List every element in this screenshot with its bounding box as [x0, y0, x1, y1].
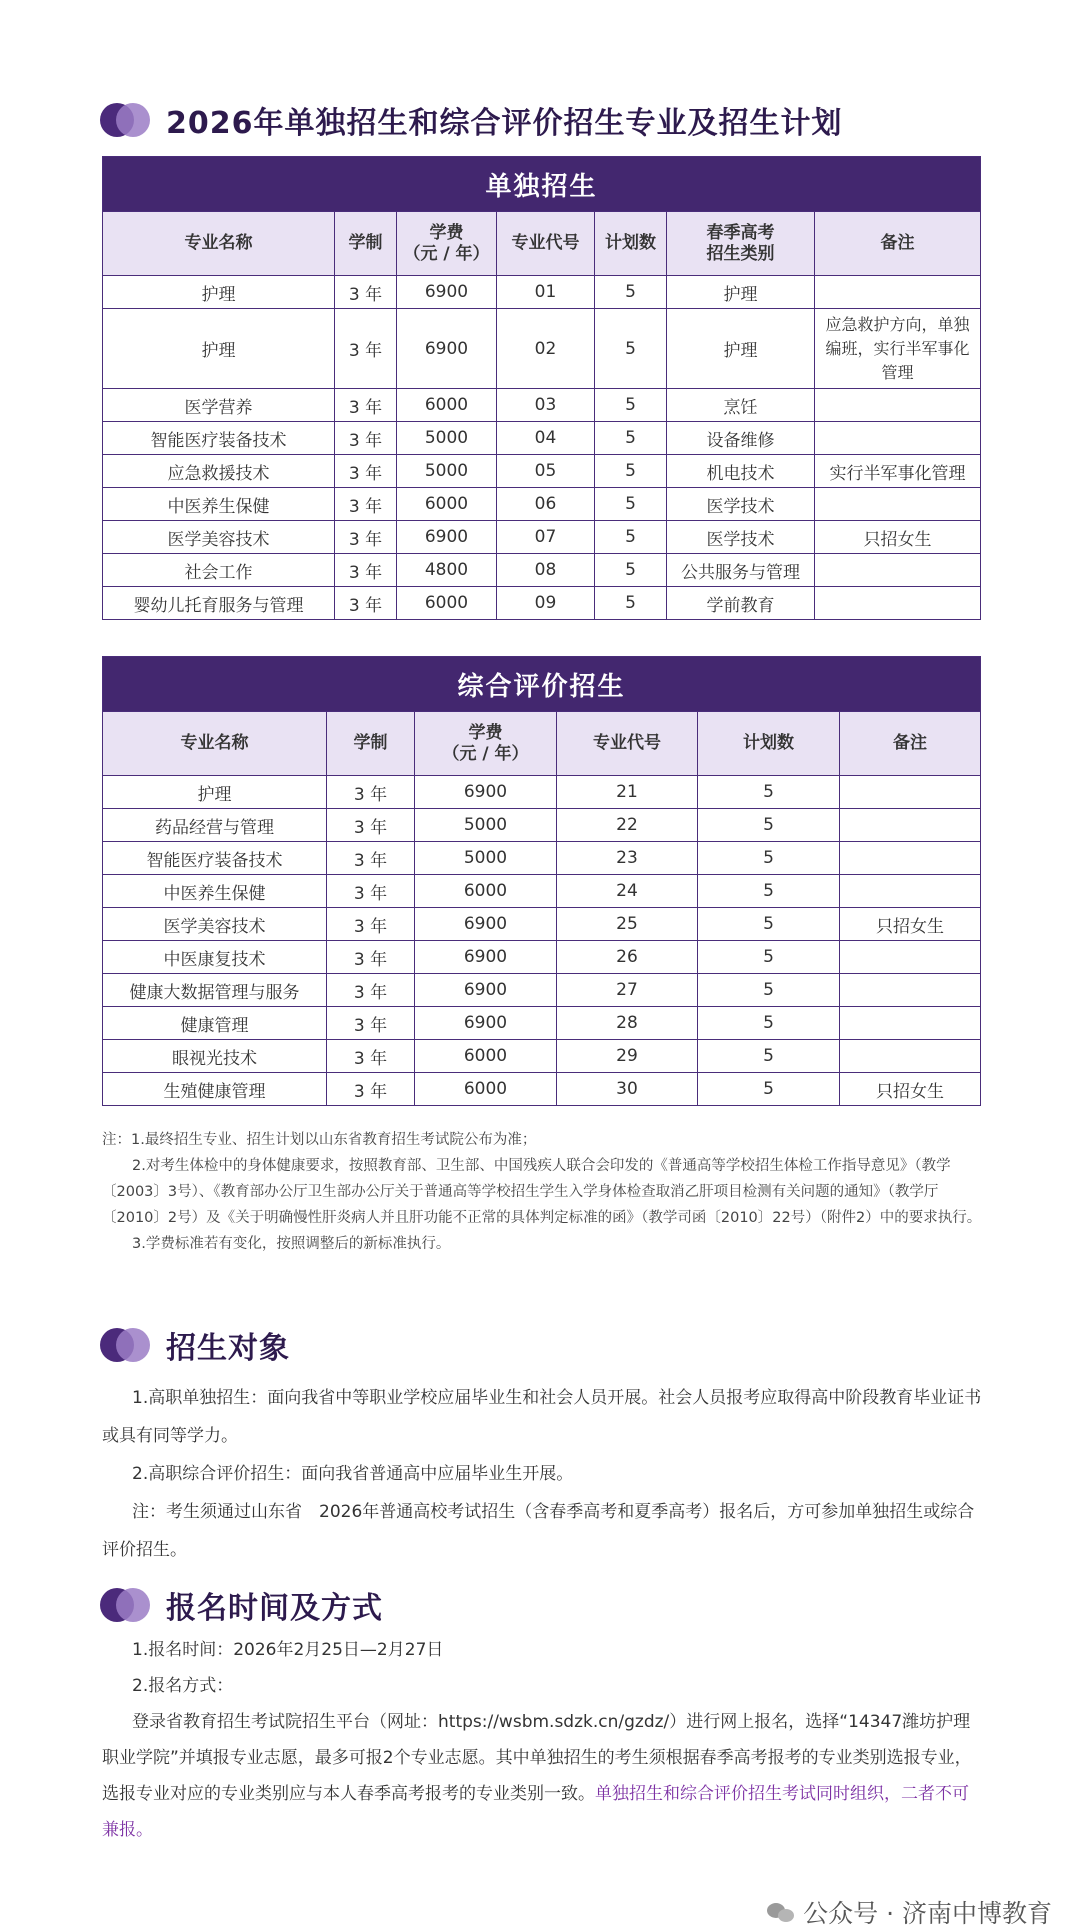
table-cell: 护理	[667, 309, 815, 389]
table-cell: 3 年	[327, 809, 415, 842]
table-cell: 3 年	[335, 389, 397, 422]
table-cell: 药品经营与管理	[103, 809, 327, 842]
table-cell: 4800	[397, 554, 497, 587]
table-cell: 6000	[397, 488, 497, 521]
table-cell: 5	[595, 488, 667, 521]
table-cell: 医学技术	[667, 488, 815, 521]
paragraph: 2.高职综合评价招生：面向我省普通高中应届毕业生开展。	[132, 1464, 574, 1484]
table-row	[103, 776, 981, 809]
table-cell: 5	[698, 809, 840, 842]
table-cell: 30	[557, 1073, 698, 1106]
table-cell	[815, 488, 981, 521]
table-cell	[840, 974, 981, 1007]
paragraph: 注：考生须通过山东省 2026年普通高校考试招生（含春季高考和夏季高考）报名后，方可参加单独招生或综合评价招生。	[102, 1502, 975, 1560]
table-cell: 03	[497, 389, 595, 422]
table-cell: 5	[595, 587, 667, 620]
table-row	[103, 554, 981, 587]
table-cell	[840, 842, 981, 875]
table-cell: 社会工作	[103, 554, 335, 587]
table-cell: 5	[698, 776, 840, 809]
table-cell: 3 年	[335, 587, 397, 620]
bullet-dots-icon	[100, 103, 152, 137]
table-cell: 09	[497, 587, 595, 620]
table-cell: 护理	[103, 276, 335, 309]
table-row	[103, 422, 981, 455]
table-cell	[815, 389, 981, 422]
table-cell: 06	[497, 488, 595, 521]
table-cell: 6900	[415, 1007, 557, 1040]
table-cell: 公共服务与管理	[667, 554, 815, 587]
table-row	[103, 1073, 981, 1106]
independent-admission-table	[102, 156, 981, 620]
table-cell: 烹饪	[667, 389, 815, 422]
table-cell: 5000	[397, 422, 497, 455]
table-cell: 3 年	[335, 521, 397, 554]
table-cell: 智能医疗装备技术	[103, 422, 335, 455]
table-row	[103, 941, 981, 974]
table-cell: 04	[497, 422, 595, 455]
wechat-icon	[767, 1901, 795, 1923]
table-cell: 3 年	[327, 1073, 415, 1106]
table-cell: 5	[698, 974, 840, 1007]
column-header: 专业代号	[497, 212, 595, 276]
table-row	[103, 276, 981, 309]
section-title: 招生对象	[166, 1331, 290, 1366]
table-cell: 5	[698, 941, 840, 974]
table-cell	[840, 1007, 981, 1040]
table-cell: 3 年	[335, 488, 397, 521]
targets-text	[102, 1379, 982, 1569]
table-cell: 护理	[667, 276, 815, 309]
table-cell: 健康管理	[103, 1007, 327, 1040]
table-cell	[815, 554, 981, 587]
table-cell	[840, 1040, 981, 1073]
table-cell: 5000	[415, 842, 557, 875]
column-header: 计划数	[698, 712, 840, 776]
note-item: 3.学费标准若有变化，按照调整后的新标准执行。	[132, 1236, 451, 1252]
table-cell: 3 年	[327, 941, 415, 974]
table-cell: 3 年	[327, 1040, 415, 1073]
column-header: 学费 （元 / 年）	[397, 212, 497, 276]
table-row	[103, 455, 981, 488]
table-cell: 3 年	[327, 1007, 415, 1040]
table-cell: 眼视光技术	[103, 1040, 327, 1073]
table-cell: 5	[595, 521, 667, 554]
table-cell	[840, 875, 981, 908]
table-cell: 5	[698, 1007, 840, 1040]
table-cell: 22	[557, 809, 698, 842]
table-cell: 3 年	[327, 842, 415, 875]
registration-text	[102, 1632, 982, 1848]
watermark	[767, 1894, 1052, 1930]
table-cell: 6900	[397, 276, 497, 309]
table-cell: 5	[698, 908, 840, 941]
table-cell: 3 年	[335, 422, 397, 455]
notes-block	[102, 1127, 982, 1257]
page-title: 2026年单独招生和综合评价招生专业及招生计划	[166, 106, 843, 141]
table-cell: 机电技术	[667, 455, 815, 488]
table-cell: 6900	[415, 941, 557, 974]
table-cell	[815, 422, 981, 455]
table-cell: 02	[497, 309, 595, 389]
watermark-text: 公众号 · 济南中博教育	[803, 1899, 1052, 1928]
table-cell: 6900	[397, 521, 497, 554]
comprehensive-evaluation-table	[102, 656, 981, 1106]
table-cell: 5	[698, 842, 840, 875]
table-cell: 07	[497, 521, 595, 554]
table-cell: 医学美容技术	[103, 521, 335, 554]
table-cell	[815, 587, 981, 620]
bullet-dots-icon	[100, 1588, 152, 1622]
table-row	[103, 974, 981, 1007]
table-cell: 3 年	[335, 309, 397, 389]
table-cell: 中医养生保健	[103, 875, 327, 908]
table-cell: 6000	[415, 1040, 557, 1073]
column-header: 计划数	[595, 212, 667, 276]
table-cell: 08	[497, 554, 595, 587]
bullet-dots-icon	[100, 1328, 152, 1362]
table-cell	[840, 809, 981, 842]
table-row	[103, 1007, 981, 1040]
table-cell: 5	[698, 875, 840, 908]
registration-time: 1.报名时间：2026年2月25日—2月27日	[132, 1640, 444, 1660]
table-cell: 5	[595, 276, 667, 309]
table-row	[103, 1040, 981, 1073]
table-row	[103, 809, 981, 842]
table-cell: 24	[557, 875, 698, 908]
registration-method	[102, 1704, 982, 1848]
table-cell: 医学美容技术	[103, 908, 327, 941]
table-cell: 3 年	[335, 554, 397, 587]
table-cell: 学前教育	[667, 587, 815, 620]
table-row	[103, 875, 981, 908]
table-row	[103, 488, 981, 521]
table-row	[103, 908, 981, 941]
table-cell: 6900	[415, 974, 557, 1007]
column-header: 专业名称	[103, 212, 335, 276]
paragraph: 1.高职单独招生：面向我省中等职业学校应届毕业生和社会人员开展。社会人员报考应取得高中阶段教育毕业证书或具有同等学力。	[102, 1388, 982, 1446]
table-cell: 5	[595, 554, 667, 587]
table-cell: 3 年	[327, 776, 415, 809]
table-cell: 5000	[397, 455, 497, 488]
table-cell: 5	[595, 309, 667, 389]
column-header: 专业代号	[557, 712, 698, 776]
table-cell: 5	[595, 455, 667, 488]
table-cell: 6900	[415, 776, 557, 809]
table-cell: 05	[497, 455, 595, 488]
note-item: 注：1.最终招生专业、招生计划以山东省教育招生考试院公布为准；	[102, 1132, 537, 1148]
column-header: 学制	[335, 212, 397, 276]
column-header: 专业名称	[103, 712, 327, 776]
table-row	[103, 309, 981, 389]
table-cell: 护理	[103, 776, 327, 809]
table-cell: 6000	[397, 587, 497, 620]
column-header: 学费 （元 / 年）	[415, 712, 557, 776]
table-cell: 25	[557, 908, 698, 941]
table-cell: 6900	[415, 908, 557, 941]
table-cell: 中医康复技术	[103, 941, 327, 974]
table-cell: 医学营养	[103, 389, 335, 422]
section-title: 报名时间及方式	[166, 1591, 383, 1626]
table-cell: 5	[595, 422, 667, 455]
column-header: 春季高考 招生类别	[667, 212, 815, 276]
table-cell: 5	[698, 1073, 840, 1106]
table-cell: 6900	[397, 309, 497, 389]
column-header: 备注	[815, 212, 981, 276]
table-cell: 6000	[415, 875, 557, 908]
table-cell: 设备维修	[667, 422, 815, 455]
table-cell: 健康大数据管理与服务	[103, 974, 327, 1007]
registration-highlight: 单独招生和综合评价招生考试同时组织，二者不可兼报。	[102, 1784, 969, 1840]
table-cell: 智能医疗装备技术	[103, 842, 327, 875]
table-cell: 5	[595, 389, 667, 422]
table-cell: 5000	[415, 809, 557, 842]
table-cell: 5	[698, 1040, 840, 1073]
table-row	[103, 389, 981, 422]
table-cell: 27	[557, 974, 698, 1007]
column-header: 学制	[327, 712, 415, 776]
registration-method-text: 登录省教育招生考试院招生平台（网址：https://wsbm.sdzk.cn/gzdz/）进行网上报名，选择“14347潍坊护理职业学院”并填报专业志愿，最多可报2个专业志愿。其中单独招生的考生须根据春季高考报考的专业类别选报专业，选报专业对应的专业类别应与本人春季高考报考的专业类别一致。	[102, 1712, 972, 1804]
table-cell: 应急救护方向，单独编班，实行半军事化管理	[815, 309, 981, 389]
table-cell: 6000	[397, 389, 497, 422]
table-cell: 医学技术	[667, 521, 815, 554]
table-cell: 应急救援技术	[103, 455, 335, 488]
registration-method-label: 2.报名方式：	[132, 1676, 234, 1696]
table-cell	[840, 776, 981, 809]
table-cell: 只招女生	[840, 908, 981, 941]
table-cell: 3 年	[335, 276, 397, 309]
section-heading-targets	[100, 1323, 290, 1367]
table-cell: 28	[557, 1007, 698, 1040]
table-cell: 婴幼儿托育服务与管理	[103, 587, 335, 620]
table-cell: 23	[557, 842, 698, 875]
table-cell: 21	[557, 776, 698, 809]
table-row	[103, 587, 981, 620]
table-cell	[815, 276, 981, 309]
column-header: 备注	[840, 712, 981, 776]
table-cell: 3 年	[327, 875, 415, 908]
table-cell: 3 年	[327, 908, 415, 941]
table-cell: 3 年	[327, 974, 415, 1007]
table-cell: 3 年	[335, 455, 397, 488]
table-cell: 只招女生	[840, 1073, 981, 1106]
table-cell: 只招女生	[815, 521, 981, 554]
section-heading-plan	[100, 98, 843, 142]
table-cell: 6000	[415, 1073, 557, 1106]
note-item: 2.对考生体检中的身体健康要求，按照教育部、卫生部、中国残疾人联合会印发的《普通高等学校招生体检工作指导意见》（教学〔2003〕3号）、《教育部办公厅卫生部办公厅关于普通高等学校招生学生入学身体检查取消乙肝项目检测有关问题的通知》（教学厅〔2010〕2号）及《关于明确慢性肝炎病人并且肝功能不正常的具体判定标准的函》（教学司函〔2010〕22号）（附件2）中的要求执行。	[102, 1158, 982, 1226]
section-heading-registration	[100, 1583, 383, 1627]
table-cell: 29	[557, 1040, 698, 1073]
table-cell: 生殖健康管理	[103, 1073, 327, 1106]
table-banner: 综合评价招生	[103, 657, 981, 712]
table-cell: 01	[497, 276, 595, 309]
table-cell: 实行半军事化管理	[815, 455, 981, 488]
table-cell: 中医养生保健	[103, 488, 335, 521]
table-cell: 26	[557, 941, 698, 974]
table-banner: 单独招生	[103, 157, 981, 212]
table-row	[103, 521, 981, 554]
table-cell: 护理	[103, 309, 335, 389]
table-row	[103, 842, 981, 875]
table-cell	[840, 941, 981, 974]
